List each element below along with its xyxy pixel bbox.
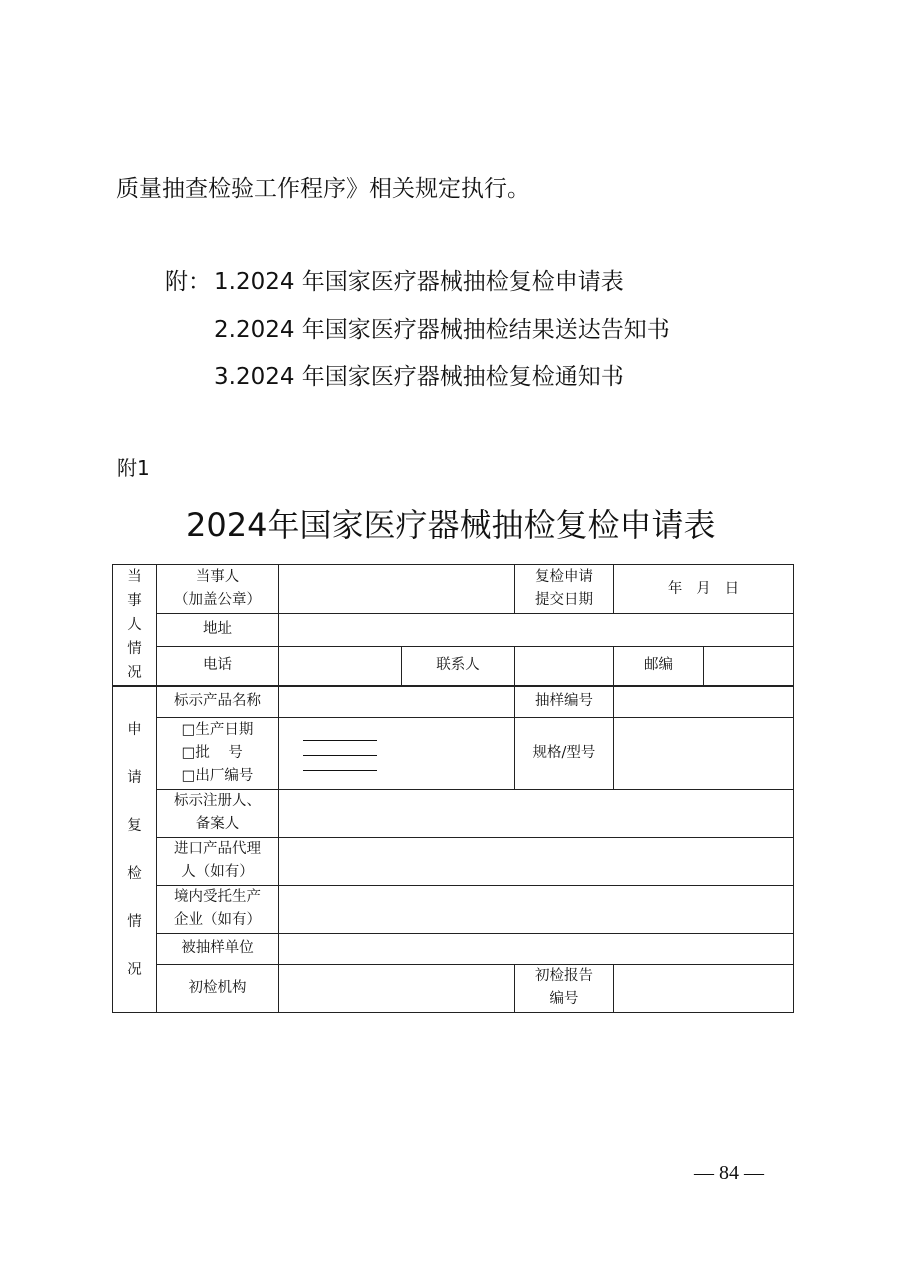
apply-date-label-line2: 提交日期 [535,592,593,608]
domestic-manufacturer-label-line2: 企业（如有） [174,912,261,928]
postcode-label: 邮编 [614,646,704,686]
initial-lab-input[interactable] [279,964,515,1012]
party-section-char: 情 [127,641,142,657]
initial-report-label [515,964,614,1012]
party-label-cell [157,565,279,614]
sampled-unit-label: 被抽样单位 [157,933,279,964]
import-agent-label [157,837,279,885]
initial-report-label-line1: 初检报告 [535,968,593,984]
sample-no-input[interactable] [614,686,794,717]
recheck-section-char: 检 [127,866,142,883]
sample-no-label: 抽样编号 [515,686,614,717]
annex-label: 附1 [117,456,150,480]
batch-no-line [303,755,377,756]
attachments-intro: 附： [165,269,211,295]
page-number: — 84 — [694,1162,764,1184]
recheck-section-char: 情 [127,914,142,931]
contact-input[interactable] [515,646,614,686]
spec-model-label: 规格/型号 [515,717,614,789]
recheck-section-char: 申 [127,722,142,739]
party-section-char: 当 [127,569,142,585]
party-input[interactable] [279,565,515,614]
production-date-checkbox[interactable]: □生产日期 [181,721,254,738]
recheck-section-char: 请 [127,770,142,787]
identifier-value-input[interactable] [279,717,515,789]
spec-model-input[interactable] [614,717,794,789]
recheck-section-char: 复 [127,818,142,835]
registrant-label [157,789,279,837]
sampled-unit-input[interactable] [279,933,794,964]
identifier-type-options [157,717,279,789]
phone-label: 电话 [157,646,279,686]
phone-input[interactable] [279,646,402,686]
registrant-label-line1: 标示注册人、 [174,793,261,809]
form-title: 2024年国家医疗器械抽检复检申请表 [186,506,716,544]
domestic-manufacturer-input[interactable] [279,885,794,933]
body-continuation-line: 质量抽查检验工作程序》相关规定执行。 [116,176,530,202]
apply-date-input[interactable] [614,565,794,614]
address-input[interactable] [279,614,794,647]
domestic-manufacturer-label-line1: 境内受托生产 [174,889,261,905]
recheck-application-form [112,564,794,1013]
address-label: 地址 [157,614,279,647]
attachment-item-2: 2.2024 年国家医疗器械抽检结果送达告知书 [214,317,670,343]
initial-report-label-line2: 编号 [549,991,579,1007]
import-agent-input[interactable] [279,837,794,885]
registrant-input[interactable] [279,789,794,837]
date-placeholder: 年 月 日 [667,580,740,597]
contact-label: 联系人 [402,646,515,686]
registrant-label-line2: 备案人 [195,816,240,832]
domestic-manufacturer-label [157,885,279,933]
party-section-header [113,565,157,687]
apply-date-label-cell [515,565,614,614]
batch-no-checkbox[interactable]: □批 号 [181,744,243,761]
product-name-label: 标示产品名称 [157,686,279,717]
recheck-section-char: 况 [127,962,142,979]
production-date-line [303,740,377,741]
initial-report-input[interactable] [614,964,794,1012]
postcode-input[interactable] [704,646,794,686]
attachment-item-3: 3.2024 年国家医疗器械抽检复检通知书 [214,364,624,390]
party-seal-note: （加盖公章） [174,592,261,608]
party-section-char: 况 [127,665,142,681]
import-agent-label-line1: 进口产品代理 [174,841,261,857]
apply-date-label-line1: 复检申请 [535,569,593,585]
party-section-char: 人 [127,617,142,633]
import-agent-label-line2: 人（如有） [181,864,254,880]
factory-no-line [303,770,377,771]
party-section-char: 事 [127,593,142,609]
attachment-item-1: 1.2024 年国家医疗器械抽检复检申请表 [214,269,624,295]
recheck-section-header [113,686,157,1012]
initial-lab-label: 初检机构 [157,964,279,1012]
product-name-input[interactable] [279,686,515,717]
factory-no-checkbox[interactable]: □出厂编号 [181,767,254,784]
party-label: 当事人 [195,569,240,585]
